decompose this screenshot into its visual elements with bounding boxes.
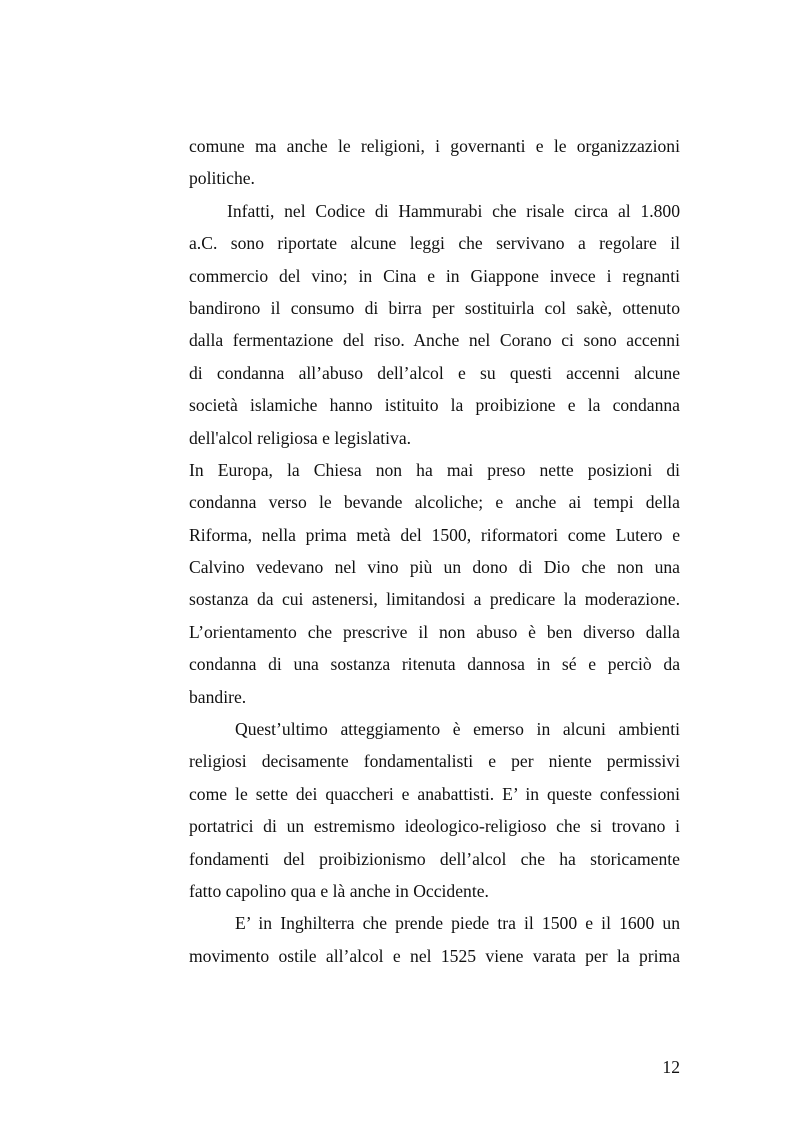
text-line: In Europa, la Chiesa non ha mai preso nette posizioni di bbox=[189, 459, 680, 480]
text-line: bandirono il consumo di birra per sostituirla col sakè, ottenuto bbox=[189, 297, 680, 318]
text-line: di condanna all’abuso dell’alcol e su questi accenni alcune bbox=[189, 362, 680, 383]
text-line: fatto capolino qua e là anche in Occidente. bbox=[189, 880, 489, 901]
text-line: Quest’ultimo atteggiamento è emerso in alcuni ambienti bbox=[235, 719, 680, 740]
text-line: fondamenti del proibizionismo dell’alcol che ha storicamente bbox=[189, 848, 680, 869]
text-line: Riforma, nella prima metà del 1500, riformatori come Lutero e bbox=[189, 524, 680, 545]
text-line: comune ma anche le religioni, i governanti e le organizzazioni bbox=[189, 136, 680, 156]
text-line: E’ in Inghilterra che prende piede tra il 1500 e il 1600 un bbox=[235, 913, 680, 934]
text-line: L’orientamento che prescrive il non abuso è ben diverso dalla bbox=[189, 621, 680, 642]
body-text bbox=[189, 130, 680, 972]
page-number: 12 bbox=[662, 1057, 680, 1077]
text-line: società islamiche hanno istituito la proibizione e la condanna bbox=[189, 395, 680, 416]
text-line: a.C. sono riportate alcune leggi che servivano a regolare il bbox=[189, 233, 680, 254]
text-line: sostanza da cui astenersi, limitandosi a predicare la moderazione. bbox=[189, 589, 680, 610]
text-line: dell'alcol religiosa e legislativa. bbox=[189, 427, 412, 448]
text-line: portatrici di un estremismo ideologico-religioso che si trovano i bbox=[189, 816, 680, 837]
text-line: condanna di una sostanza ritenuta dannosa in sé e perciò da bbox=[189, 654, 680, 675]
text-line: commercio del vino; in Cina e in Giappone invece i regnanti bbox=[189, 265, 680, 286]
text-line: movimento ostile all’alcol e nel 1525 viene varata per la prima bbox=[189, 945, 680, 966]
text-line: bandire. bbox=[189, 686, 247, 707]
text-line: Infatti, nel Codice di Hammurabi che risale circa al 1.800 bbox=[227, 200, 680, 221]
text-line: dalla fermentazione del riso. Anche nel Corano ci sono accenni bbox=[189, 330, 680, 351]
text-line: Calvino vedevano nel vino più un dono di Dio che non una bbox=[189, 557, 680, 578]
text-line: come le sette dei quaccheri e anabattisti. E’ in queste confessioni bbox=[189, 783, 680, 804]
text-line: politiche. bbox=[189, 168, 255, 189]
text-line: religiosi decisamente fondamentalisti e per niente permissivi bbox=[189, 751, 680, 772]
text-line: condanna verso le bevande alcoliche; e anche ai tempi della bbox=[189, 492, 680, 513]
